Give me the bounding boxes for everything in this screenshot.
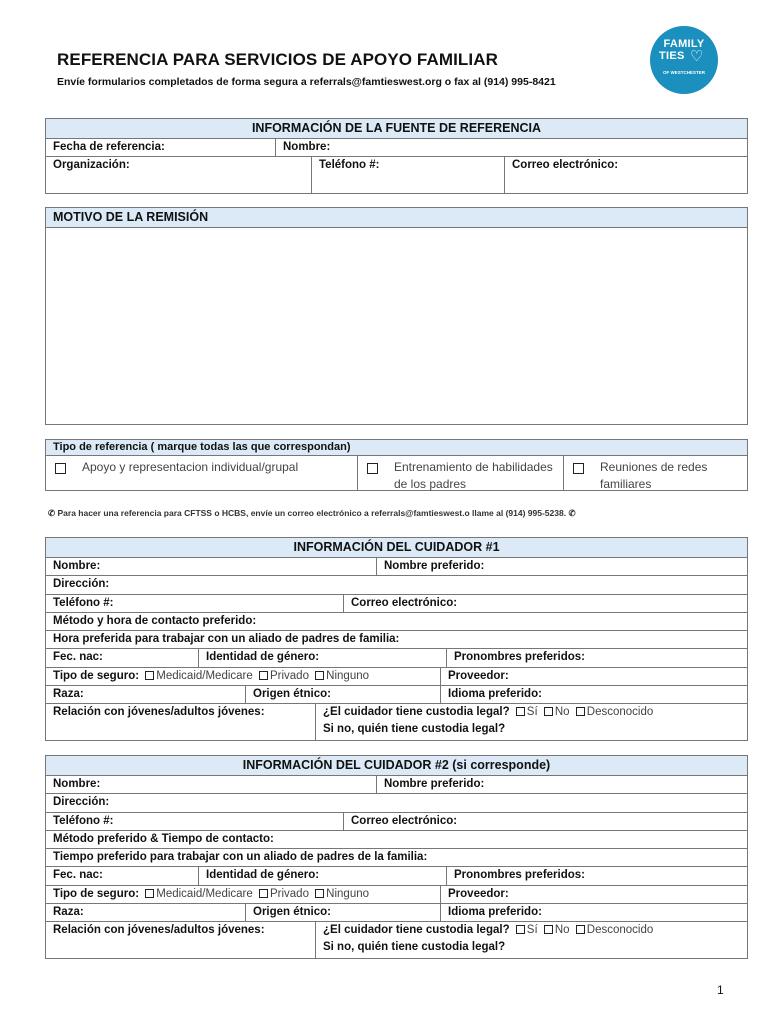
custody-yes-checkbox[interactable]: [516, 707, 525, 716]
custody-yes-checkbox[interactable]: [516, 925, 525, 934]
referral-type-section: [45, 439, 748, 491]
note-text: Para hacer una referencia para CFTSS o HCBS, envíe un correo electrónico a referrals@famtieswest.o llame al (914) 995-5238.: [57, 508, 567, 518]
checkbox[interactable]: [367, 463, 378, 474]
cg1-preferred-name-field[interactable]: Nombre preferido:: [384, 560, 485, 572]
logo-line1: FAMILY: [663, 38, 705, 50]
cftss-note: [48, 508, 576, 519]
cg1-address-field[interactable]: Dirección:: [53, 578, 110, 591]
option-label: Reuniones de redes familiares: [600, 460, 708, 491]
cg1-language-field[interactable]: Idioma preferido:: [448, 688, 542, 701]
insurance-label: Tipo de seguro:: [53, 887, 140, 900]
cg2-phone-field[interactable]: Teléfono #:: [46, 813, 344, 830]
cg2-language-field[interactable]: Idioma preferido:: [448, 906, 542, 919]
referral-date-field[interactable]: Fecha de referencia:: [46, 139, 276, 156]
section-heading: INFORMACIÓN DEL CUIDADOR #1: [46, 538, 747, 558]
section-heading: INFORMACIÓN DE LA FUENTE DE REFERENCIA: [46, 119, 747, 139]
cg2-ethnic-field[interactable]: Origen étnico:: [246, 904, 441, 921]
cg1-contact-method-field[interactable]: Método y hora de contacto preferido:: [53, 614, 257, 627]
phone-icon: ✆: [566, 508, 576, 518]
caregiver1-section: [45, 537, 748, 741]
none-label: Ninguno: [326, 669, 370, 682]
page-number: 1: [717, 983, 724, 997]
reason-section: [45, 207, 748, 425]
medicaid-label: Medicaid/Medicare: [156, 887, 253, 900]
cg1-pronouns-field[interactable]: Pronombres preferidos:: [454, 651, 585, 664]
cg1-work-time-field[interactable]: Hora preferida para trabajar con un aliado de padres de familia:: [53, 633, 400, 646]
custody-unknown-checkbox[interactable]: [576, 707, 585, 716]
section-heading: INFORMACIÓN DEL CUIDADOR #2 (si corresponde): [46, 756, 747, 776]
none-label: Ninguno: [326, 887, 370, 900]
medicaid-checkbox[interactable]: [145, 889, 154, 898]
option-family-network-meetings[interactable]: [564, 456, 747, 490]
none-checkbox[interactable]: [315, 889, 324, 898]
cg1-relation-field[interactable]: Relación con jóvenes/adultos jóvenes:: [46, 704, 316, 740]
cg2-preferred-name-field[interactable]: Nombre preferido:: [384, 778, 485, 790]
cg1-race-field[interactable]: Raza:: [46, 686, 246, 703]
organization-field[interactable]: Organización:: [46, 157, 312, 193]
cg2-gender-field[interactable]: Identidad de género:: [199, 867, 447, 884]
form-subtitle: Envíe formularios completados de forma segura a referrals@famtieswest.org o fax al (914) 995-8421: [57, 76, 556, 88]
referral-type-heading: Tipo de referencia ( marque todas las que correspondan): [46, 440, 747, 456]
custody-question: ¿El cuidador tiene custodia legal?: [323, 706, 510, 719]
option-label: Entrenamiento de habilidades de los padres: [394, 460, 553, 491]
custody-no-checkbox[interactable]: [544, 707, 553, 716]
logo-line3: OF WESTCHESTER: [662, 70, 705, 75]
cg2-email-field[interactable]: Correo electrónico:: [351, 814, 458, 827]
custody-unknown-checkbox[interactable]: [576, 925, 585, 934]
heart-icon: ♡: [690, 48, 704, 65]
custody-question: ¿El cuidador tiene custodia legal?: [323, 924, 510, 937]
logo-line2: TIES: [659, 50, 685, 62]
medicaid-label: Medicaid/Medicare: [156, 669, 253, 682]
custody-no-checkbox[interactable]: [544, 925, 553, 934]
phone-icon: ✆: [48, 508, 58, 518]
unknown-label: Desconocido: [586, 706, 654, 719]
cg1-gender-field[interactable]: Identidad de género:: [199, 649, 447, 666]
private-label: Privado: [269, 887, 309, 900]
cg2-address-field[interactable]: Dirección:: [53, 796, 110, 809]
private-checkbox[interactable]: [259, 889, 268, 898]
referrer-name-field[interactable]: Nombre:: [283, 141, 331, 153]
no-label: No: [554, 924, 570, 937]
option-individual-support[interactable]: [46, 456, 358, 490]
cg1-insurance-field: [46, 668, 441, 685]
checkbox[interactable]: [573, 463, 584, 474]
cg1-phone-field[interactable]: Teléfono #:: [46, 595, 344, 612]
referral-source-section: [45, 118, 748, 194]
referrer-phone-field[interactable]: Teléfono #:: [312, 157, 505, 193]
section-heading: MOTIVO DE LA REMISIÓN: [46, 208, 747, 228]
custody-who-field[interactable]: Si no, quién tiene custodia legal?: [323, 723, 506, 736]
private-checkbox[interactable]: [259, 671, 268, 680]
cg1-ethnic-field[interactable]: Origen étnico:: [246, 686, 441, 703]
cg1-email-field[interactable]: Correo electrónico:: [351, 596, 458, 609]
cg2-dob-field[interactable]: Fec. nac:: [46, 867, 199, 884]
yes-label: Sí: [526, 706, 538, 719]
referrer-email-field[interactable]: Correo electrónico:: [512, 159, 619, 171]
option-label: Apoyo y representacion individual/grupal: [82, 460, 299, 474]
none-checkbox[interactable]: [315, 671, 324, 680]
no-label: No: [554, 706, 570, 719]
cg2-insurance-field: [46, 886, 441, 903]
cg2-provider-field[interactable]: Proveedor:: [448, 887, 509, 900]
cg1-dob-field[interactable]: Fec. nac:: [46, 649, 199, 666]
insurance-label: Tipo de seguro:: [53, 669, 140, 682]
cg1-custody-field: [316, 704, 747, 740]
caregiver2-section: [45, 755, 748, 959]
cg2-name-field[interactable]: Nombre:: [46, 776, 377, 793]
form-title: REFERENCIA PARA SERVICIOS DE APOYO FAMILIAR: [57, 50, 498, 69]
cg2-contact-method-field[interactable]: Método preferido & Tiempo de contacto:: [53, 832, 274, 845]
checkbox[interactable]: [55, 463, 66, 474]
reason-textarea[interactable]: [46, 228, 747, 424]
unknown-label: Desconocido: [586, 924, 654, 937]
option-parenting-skills[interactable]: [358, 456, 564, 490]
cg2-race-field[interactable]: Raza:: [46, 904, 246, 921]
cg2-custody-field: [316, 922, 747, 958]
yes-label: Sí: [526, 924, 538, 937]
cg2-pronouns-field[interactable]: Pronombres preferidos:: [454, 869, 585, 882]
medicaid-checkbox[interactable]: [145, 671, 154, 680]
custody-who-field[interactable]: Si no, quién tiene custodia legal?: [323, 941, 506, 954]
cg1-provider-field[interactable]: Proveedor:: [448, 669, 509, 682]
cg2-relation-field[interactable]: Relación con jóvenes/adultos jóvenes:: [46, 922, 316, 958]
cg2-work-time-field[interactable]: Tiempo preferido para trabajar con un aliado de padres de la familia:: [53, 851, 428, 864]
cg1-name-field[interactable]: Nombre:: [46, 558, 377, 575]
private-label: Privado: [269, 669, 309, 682]
family-ties-logo: [650, 26, 718, 94]
